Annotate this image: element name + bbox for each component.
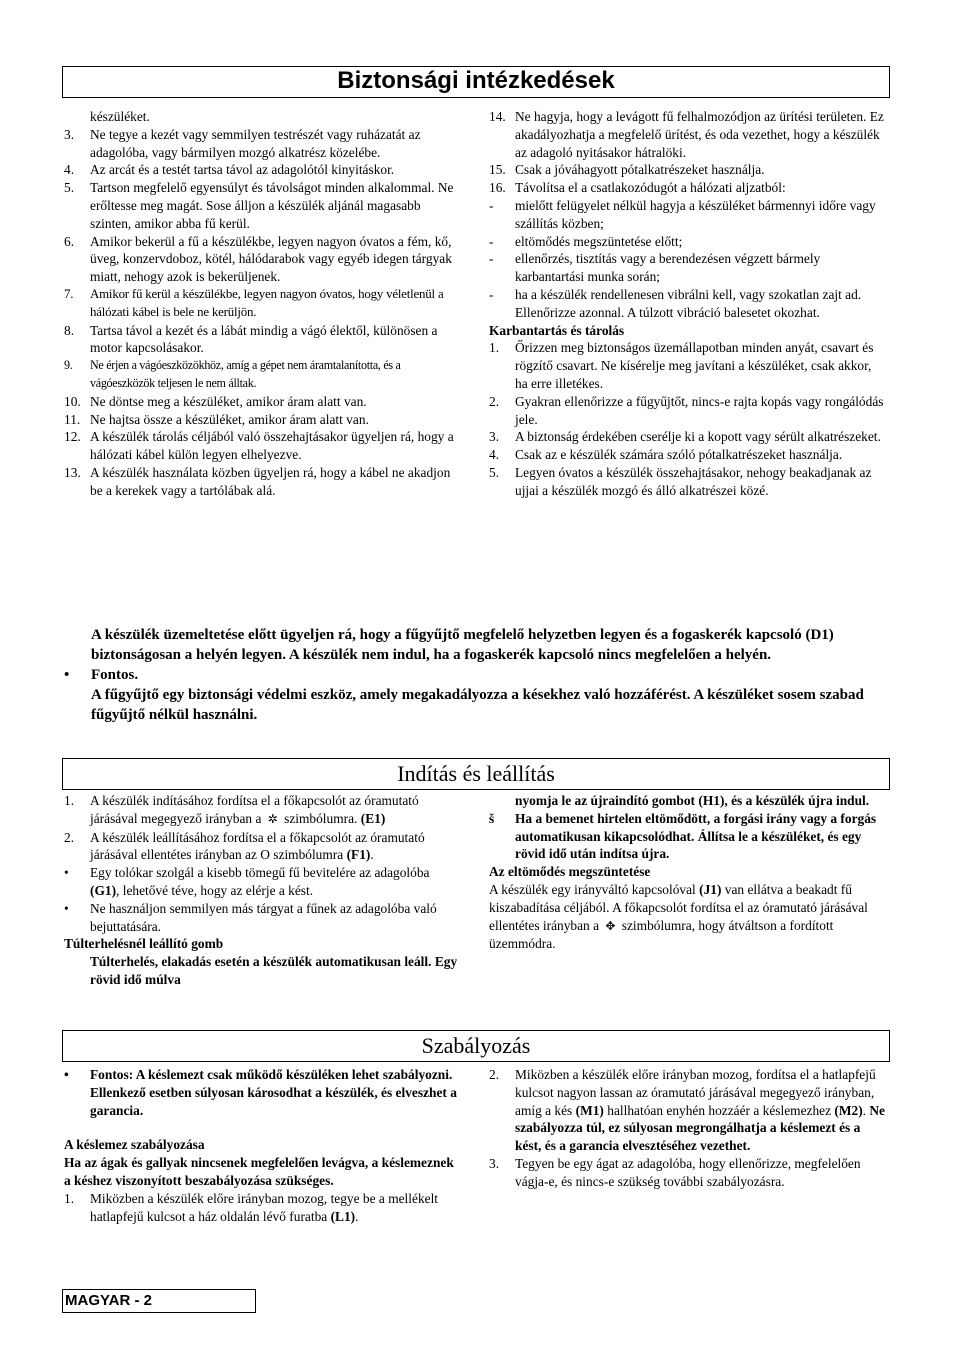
list-item: 5. Legyen óvatos a készülék összehajtásakor, nehogy beakadjanak az ujjai a készülék mozgó és álló alkatrészei közé. <box>489 464 872 498</box>
list-item: • Egy tolókar szolgál a kisebb tömegű fű bevitelére az adagolóba (G1), lehetővé téve, hogy az elérje a kést. <box>64 865 430 898</box>
overload-heading: Túlterhelésnél leállító gomb <box>64 936 224 952</box>
list-item: 6. Amikor bekerül a fű a készülékbe, legyen nagyon óvatos a fém, kő, üveg, konzervdoboz, kötél, hálódarabok vagy egyéb idegen tárgyak miatt, nehogy azok is bekerüljenek. <box>64 233 452 285</box>
start-right-list <box>489 792 885 953</box>
list-item: 4. Az arcát és a testét tartsa távol az adagolótól kinyitáskor. <box>64 162 395 178</box>
notice-paragraph: A készülék üzemeltetése előtt ügyeljen rá, hogy a fűgyűjtő megfelelő helyzetben legyen és a fogaskerék kapcsoló (D1) biztonságosan a helyén legyen. A készülék nem indul, ha a fogaskerék kapcsoló nincs megfelelően a helyén. <box>91 627 834 663</box>
list-item: 3. Ne tegye a kezét vagy semmilyen testrészét vagy ruházatát az adagolóba, vagy bármilyen mozgó alkatrész közelébe. <box>64 126 421 160</box>
list-item: - ellenőrzés, tisztítás vagy a berendezésen végzett bármely karbantartási munka során; <box>489 251 821 285</box>
list-item: 13. A készülék használata közben ügyeljen rá, hogy a kábel ne akadjon be a kerekek vagy a tartólábak alá. <box>64 464 451 498</box>
list-item: 4. Csak az e készülék számára szóló pótalkatrészeket használja. <box>489 447 843 463</box>
list-item: 15. Csak a jóváhagyott pótalkatrészeket használja. <box>489 162 765 178</box>
list-item: 8. Tartsa távol a kezét és a lábát mindig a vágó élektől, különösen a motor kapcsolásakor. <box>64 322 438 356</box>
list-item: 1. Őrizzen meg biztonságos üzemállapotban minden anyát, csavart és rögzítő csavart. Ne kísérelje meg javítani a készüléket, csak akkor, ha erre illetékes. <box>489 340 874 391</box>
bullet: • <box>64 667 70 683</box>
section-title-adjust: Szabályozás <box>62 1030 890 1062</box>
safety-right-list <box>489 108 885 500</box>
adjust-left-list <box>64 1066 460 1225</box>
notice-important: • Fontos. <box>64 667 139 683</box>
list-item: 5. Tartson megfelelő egyensúlyt és távolságot minden alkalommal. Ne erőltesse meg magát. Sose álljon a készülék aljánál magasabb szinten, amikor abba fű kerül. <box>64 180 454 231</box>
adjust-intro: Ha az ágak és gallyak nincsenek megfelelően levágva, a késlemeznek a késhez viszonyított beszabályozása szükséges. <box>64 1155 454 1188</box>
overload-text-continued: nyomja le az újraindító gombot (H1), és a készülék újra indul. <box>515 793 870 808</box>
notice-paragraph: A fűgyűjtő egy biztonsági védelmi eszköz, amely megakadályozza a késekhez való hozzáférést. A készüléket sosem szabad fűgyűjtő nélkül használni. <box>91 687 864 723</box>
adjust-heading: A késlemez szabályozása <box>64 1137 205 1153</box>
section-title-start: Indítás és leállítás <box>62 758 890 790</box>
list-item: 9. Ne érjen a vágóeszközökhöz, amíg a gépet nem áramtalanította, és a vágóeszközök teljesen le nem álltak. <box>64 358 401 390</box>
maintenance-heading: Karbantartás és tárolás <box>489 322 625 338</box>
warning-item: š Ha a bemenet hirtelen eltömődött, a forgási irány vagy a forgás automatikusan kikapcsolódhat. Állítsa le a készüléket, és egy rövid idő után indítsa újra. <box>489 810 877 862</box>
start-left-list <box>64 792 460 989</box>
list-item: 2. Miközben a készülék előre irányban mozog, fordítsa el a hatlapfejű kulcsot nagyon lassan az óramutató járásával megegyező irányban, amíg a kés (M1) hallhatóan enyhén hozzáér a késlemezhez (M2). Ne szabályozza túl, ez súlyosan megrongálhatja a késlemezt és a kést, és a garancia elvesztéséhez vezethet. <box>489 1067 885 1154</box>
clog-text: A készülék egy irányváltó kapcsolóval (J1) van ellátva a beakadt fű kiszabadítása céljából. A főkapcsolót fordítsa el az óramutató járásával ellentétes irányban a ✥ szimbólumra, hogy átváltson a fordított üzemmódra. <box>489 881 868 952</box>
overload-text: Túlterhelés, elakadás esetén a készülék automatikusan leáll. Egy rövid idő múlva <box>90 954 458 987</box>
adjust-right-list <box>489 1066 885 1191</box>
list-item: 12. A készülék tárolás céljából való összehajtásakor ügyeljen rá, hogy a hálózati kábel külön legyen elhelyezve. <box>64 429 454 463</box>
list-item: 14. Ne hagyja, hogy a levágott fű felhalmozódjon az ürítési területen. Ez akadályozhatja a megfelelő ürítést, és oda vezethet, hogy a készülék az adagoló nyitásakor hátralöki. <box>489 109 884 160</box>
fan-reverse-icon: ✥ <box>605 918 616 933</box>
list-item: • Ne használjon semmilyen más tárgyat a fűnek az adagolóba való bejuttatására. <box>64 900 437 934</box>
list-item: - eltömődés megszüntetése előtt; <box>489 233 683 249</box>
fan-forward-icon: ✲ <box>267 811 278 826</box>
list-item: 7. Amikor fű kerül a készülékbe, legyen nagyon óvatos, hogy véletlenül a hálózati kábel is bele ne kerüljön. <box>64 286 444 319</box>
list-item: - mielőtt felügyelet nélkül hagyja a készüléket bármennyi időre vagy szállítás közben; <box>489 197 876 231</box>
safety-left-list <box>64 108 460 500</box>
list-item: - ha a készülék rendellenesen vibrálni kell, vagy szokatlan zajt ad. Ellenőrizze azonnal. A túlzott vibráció balesetet okozhat. <box>489 286 862 320</box>
list-item: 10. Ne döntse meg a készüléket, amikor áram alatt van. <box>64 393 367 409</box>
list-item: készüléket. <box>90 109 150 124</box>
list-item: 3. Tegyen be egy ágat az adagolóba, hogy ellenőrizze, megfelelően vágja-e, és nincs-e szükség további szabályozásra. <box>489 1155 861 1189</box>
list-item: 1. A készülék indításához fordítsa el a főkapcsolót az óramutató járásával megegyező irányban a ✲ szimbólumra. (E1) <box>64 792 460 829</box>
list-item: 2. A készülék leállításához fordítsa el a főkapcsolót az óramutató járásával ellentétes irányban az O szimbólumra (F1). <box>64 829 425 863</box>
list-item: 11. Ne hajtsa össze a készüléket, amikor áram alatt van. <box>64 411 369 427</box>
list-item: 1. Miközben a készülék előre irányban mozog, tegye be a mellékelt hatlapfejű kulcsot a ház oldalán lévő furatba (L1). <box>64 1190 439 1224</box>
list-item: 2. Gyakran ellenőrizze a fűgyűjtőt, nincs-e rajta kopás vagy rongálódás jele. <box>489 393 884 427</box>
list-item: 3. A biztonság érdekében cserélje ki a kopott vagy sérült alkatrészeket. <box>489 429 881 445</box>
clog-heading: Az eltömődés megszüntetése <box>489 864 651 880</box>
notice-block <box>64 625 889 725</box>
list-item: 16. Távolítsa el a csatlakozódugót a hálózati aljzatból: <box>489 180 786 196</box>
section-title-safety: Biztonsági intézkedések <box>62 66 890 98</box>
page-footer: MAGYAR - 2 <box>62 1289 256 1313</box>
list-item: • Fontos: A késlemezt csak működő készüléken lehet szabályozni. Ellenkező esetben súlyosan károsodhat a készülék, és elveszhet a garancia. <box>64 1067 457 1118</box>
